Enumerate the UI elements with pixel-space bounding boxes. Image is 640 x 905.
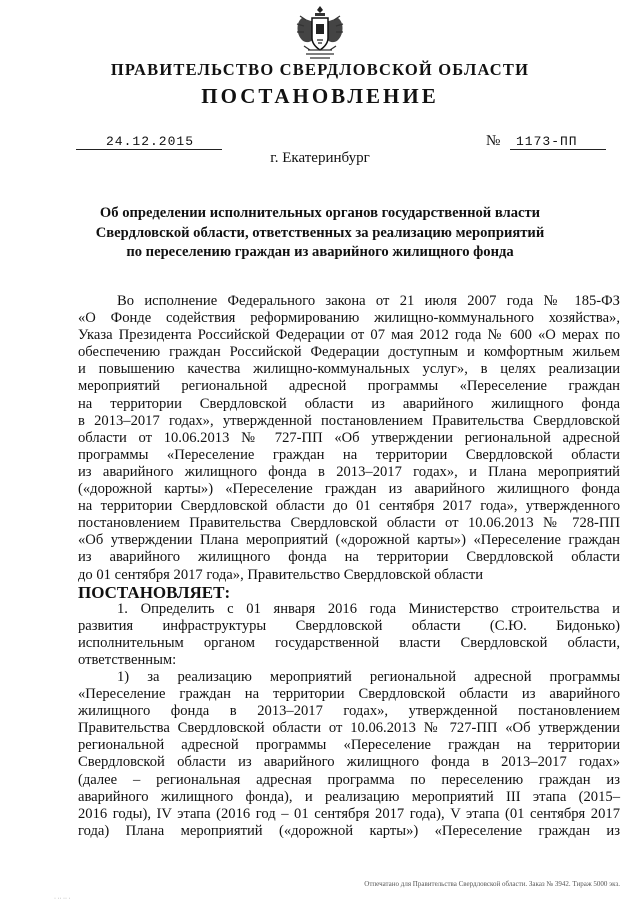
body-line: («дорожной карты») «Переселение граждан из аварийного жилищного фонда [78,481,620,498]
body-line: Правительства Свердловской области от 10.06.2013 № 727-ПП «Об утверждении [78,720,620,737]
title-line: Свердловской области, ответственных за реализацию мероприятий [95,224,545,241]
body-line: жилищного фонда в 2013–2017 годах», утвержденной постановлением [78,703,620,720]
body-line: на территории Свердловской области из аварийного жилищного фонда [78,395,620,412]
body-line: «Об утверждении Плана мероприятий («дорожной карты») «Переселение граждан [78,532,620,549]
body-line: развития инфраструктуры Свердловской области (С.Ю. Бидонько) [78,617,620,634]
city: г. Екатеринбург [270,150,370,166]
document-title [80,204,560,263]
body-line: года) Плана мероприятий («дорожной карты») «Переселение граждан из [78,822,620,839]
body-line: из аварийного жилищного фонда в 2013–2017 годах», и Плана мероприятий [78,463,620,480]
body-line: «О Фонде содействия реформированию жилищно-коммунального хозяйства», [78,310,620,327]
body-line: до 01 сентября 2017 года», Правительство Свердловской области [78,566,484,583]
body-line: 1. Определить с 01 января 2016 года Министерство строительства и [117,600,620,617]
body-line: обеспечению граждан Российской Федерации доступным и комфортным жильем [78,344,620,361]
title-line: по переселению граждан из аварийного жилищного фонда [126,244,514,260]
corner-mark: · ·· ·· · [54,896,71,902]
document-number: 1173-ПП [510,134,606,150]
body-line: области от 10.06.2013 № 727-ПП «Об утверждении региональной адресной [78,429,620,446]
body-line: из аварийного жилищного фонда на территории Свердловской области [78,549,620,566]
body-line: Свердловской области из аварийного жилищного фонда в 2013–2017 годах» [78,754,620,771]
body-line: программы «Переселение граждан на территории Свердловской области [78,446,620,463]
body-line: ответственным: [78,651,177,668]
body-line: на территории Свердловской области до 01 сентября 2017 года», утвержденного [78,498,620,515]
body-line: аварийного жилищного фонда), и реализацию мероприятий III этапа (2015– [78,788,620,805]
body-line: региональной адресной программы «Переселение граждан на территории [78,737,620,754]
document-body [78,293,620,840]
body-line: исполнительным органом государственной власти Свердловской области, [78,634,620,651]
body-line: постановлением Правительства Свердловской области от 10.06.2013 № 728-ПП [78,515,620,532]
body-line: Во исполнение Федерального закона от 21 июля 2007 года № 185-ФЗ [117,293,620,309]
coat-of-arms-icon [294,4,346,60]
body-line: и повышению качества жилищно-коммунальных услуг», в целях реализации [78,361,620,378]
government-name: ПРАВИТЕЛЬСТВО СВЕРДЛОВСКОЙ ОБЛАСТИ [110,60,530,79]
body-line: Указа Президента Российской Федерации от 07 мая 2012 года № 600 «О мерах по [78,327,620,344]
title-line: Об определении исполнительных органов государственной власти [99,205,541,221]
resolution-heading: ПОСТАНОВЛЯЕТ: [78,582,231,602]
body-line: 2016 годы), IV этапа (2016 год – 01 сентября 2017 года), V этапа (01 сентября 2017 [78,805,620,822]
number-label: № [486,133,501,149]
body-line: (далее – региональная адресная программа по переселению граждан из [78,771,620,788]
body-line: мероприятий региональной адресной программы «Переселение граждан [78,378,620,395]
document-type: ПОСТАНОВЛЕНИЕ [201,84,439,108]
body-line: в 2013–2017 годах», утвержденной постановлением Правительства Свердловской [78,412,620,429]
document-date: 24.12.2015 [76,134,222,150]
body-line: «Переселение граждан на территории Свердловской области из аварийного [78,686,620,703]
body-line: 1) за реализацию мероприятий региональной адресной программы [117,668,620,685]
print-footer: Отпечатано для Правительства Свердловской области. Заказ № 3942. Тираж 5000 экз. [364,880,620,888]
